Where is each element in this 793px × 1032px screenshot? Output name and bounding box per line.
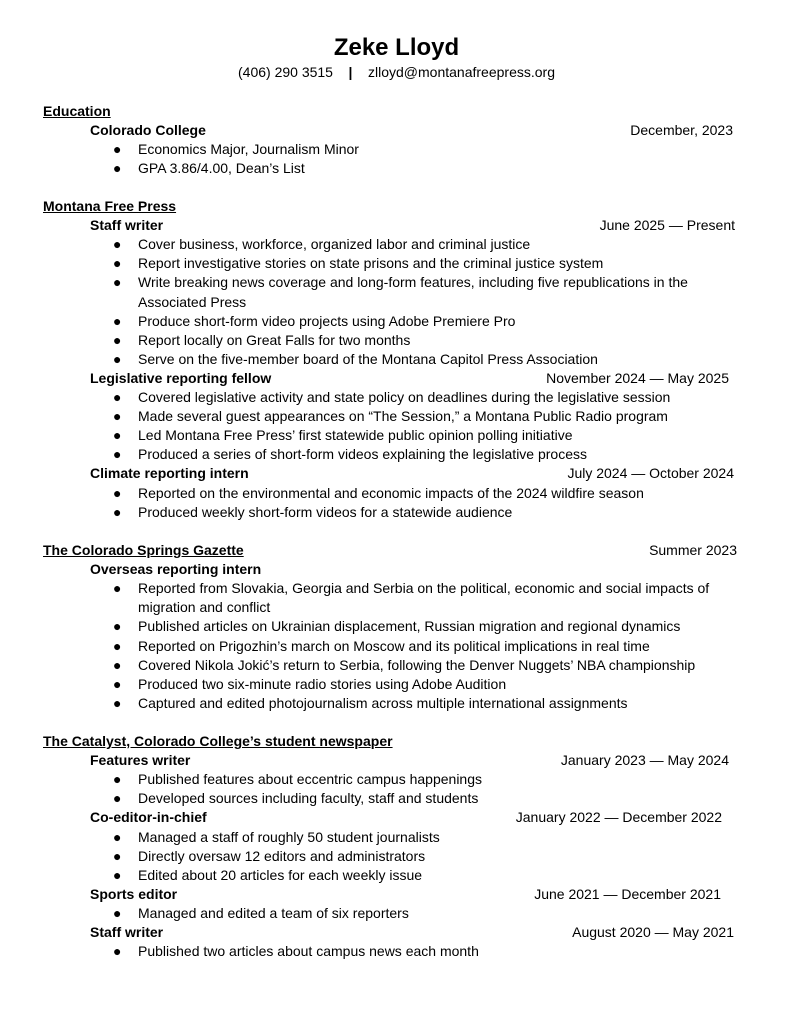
role-title: Staff writer [90, 924, 164, 940]
bullet-dot: ● [113, 503, 122, 520]
bullet-dot: ● [113, 828, 122, 845]
bullet-text: migration and conflict [138, 599, 271, 616]
bullet-dot: ● [113, 618, 122, 635]
role-title: Features writer [90, 752, 191, 769]
bullet-text: Covered Nikola Jokić’s return to Serbia, following the Denver Nuggets’ NBA championship [138, 656, 696, 673]
section-dates: Summer 2023 [649, 542, 737, 558]
role-dates: January 2022 — December 2022 [515, 809, 722, 826]
role-dates: January 2023 — May 2024 [560, 752, 729, 769]
bullet-dot: ● [113, 790, 122, 807]
contact-line [0, 63, 793, 82]
bullet-dot: ● [113, 943, 122, 960]
role-title: Overseas reporting intern [90, 561, 262, 578]
bullet-dot: ● [113, 847, 122, 864]
bullet-dot: ● [113, 255, 122, 272]
bullet-text: Serve on the five-member board of the Montana Capitol Press Association [138, 350, 598, 367]
section-heading: The Catalyst, Colorado College’s student newspaper [43, 733, 393, 749]
bullet-text: Managed a staff of roughly 50 student journalists [138, 828, 440, 845]
bullet-dot: ● [113, 274, 122, 291]
role-dates: November 2024 — May 2025 [546, 369, 729, 386]
bullet-text: Associated Press [138, 293, 247, 310]
bullet-text: GPA 3.86/4.00, Dean’s List [138, 160, 305, 177]
bullet-text: Report investigative stories on state prisons and the criminal justice system [138, 255, 604, 272]
bullet-dot: ● [113, 446, 122, 463]
role-dates: June 2025 — Present [599, 217, 735, 234]
bullet-text: Cover business, workforce, organized labor and criminal justice [138, 236, 531, 253]
bullet-text: Write breaking news coverage and long-form features, including five republications in the [138, 274, 688, 291]
bullet-text: Published features about eccentric campus happenings [138, 771, 482, 788]
bullet-text: Reported on Prigozhin’s march on Moscow and its political implications in real time [138, 637, 650, 654]
bullet-dot: ● [113, 408, 122, 425]
role-dates: December, 2023 [630, 122, 733, 139]
bullet-dot: ● [113, 331, 122, 348]
bullet-text: Report locally on Great Falls for two months [138, 331, 411, 348]
bullet-dot: ● [113, 771, 122, 788]
role-title: Climate reporting intern [90, 465, 249, 482]
bullet-text: Published articles on Ukrainian displacement, Russian migration and regional dynamics [138, 618, 681, 635]
role-title: Staff writer [90, 217, 164, 234]
role-dates: June 2021 — December 2021 [534, 885, 721, 902]
role-title: Legislative reporting fellow [90, 369, 272, 386]
bullet-text: Developed sources including faculty, staff and students [138, 790, 479, 807]
bullet-dot: ● [113, 427, 122, 444]
bullet-text: Produced two six-minute radio stories using Adobe Audition [138, 675, 507, 692]
bullet-dot: ● [113, 866, 122, 883]
bullet-dot: ● [113, 580, 122, 597]
email-address: zlloyd@montanafreepress.org [368, 64, 555, 80]
bullet-dot: ● [113, 350, 122, 367]
section-heading: Montana Free Press [43, 198, 177, 214]
section-heading: The Colorado Springs Gazette [43, 542, 244, 558]
bullet-text: Reported from Slovakia, Georgia and Serbia on the political, economic and social impacts of [138, 580, 710, 597]
role-title: Colorado College [90, 122, 206, 139]
bullet-dot: ● [113, 236, 122, 253]
bullet-text: Economics Major, Journalism Minor [138, 141, 359, 158]
bullet-text: Directly oversaw 12 editors and administrators [138, 847, 426, 864]
candidate-name: Zeke Lloyd [333, 34, 460, 61]
bullet-text: Produce short-form video projects using Adobe Premiere Pro [138, 312, 516, 329]
bullet-text: Led Montana Free Press’ first statewide public opinion polling initiative [138, 427, 573, 444]
role-dates: July 2024 — October 2024 [567, 465, 734, 482]
bullet-text: Managed and edited a team of six reporters [138, 904, 409, 921]
phone-number: (406) 290 3515 [238, 64, 333, 80]
bullet-text: Reported on the environmental and economic impacts of the 2024 wildfire season [138, 484, 644, 501]
bullet-text: Made several guest appearances on “The Session,” a Montana Public Radio program [138, 408, 668, 425]
bullet-text: Produced a series of short-form videos explaining the legislative process [138, 446, 588, 463]
section-heading: Education [43, 103, 111, 119]
bullet-text: Produced weekly short-form videos for a statewide audience [138, 503, 513, 520]
contact-separator: | [348, 64, 353, 80]
bullet-dot: ● [113, 312, 122, 329]
role-title: Co-editor-in-chief [90, 809, 207, 826]
bullet-dot: ● [113, 484, 122, 501]
bullet-text: Covered legislative activity and state policy on deadlines during the legislative session [138, 389, 671, 405]
role-dates: August 2020 — May 2021 [572, 924, 734, 940]
bullet-dot: ● [113, 904, 122, 921]
bullet-dot: ● [113, 637, 122, 654]
bullet-dot: ● [113, 675, 122, 692]
bullet-dot: ● [113, 656, 122, 673]
bullet-dot: ● [113, 141, 122, 158]
bullet-dot: ● [113, 160, 122, 177]
role-title: Sports editor [90, 885, 178, 902]
bullet-dot: ● [113, 694, 122, 711]
bullet-text: Captured and edited photojournalism across multiple international assignments [138, 694, 628, 711]
bullet-text: Edited about 20 articles for each weekly issue [138, 866, 423, 883]
bullet-dot: ● [113, 389, 122, 405]
bullet-text: Published two articles about campus news each month [138, 943, 479, 960]
